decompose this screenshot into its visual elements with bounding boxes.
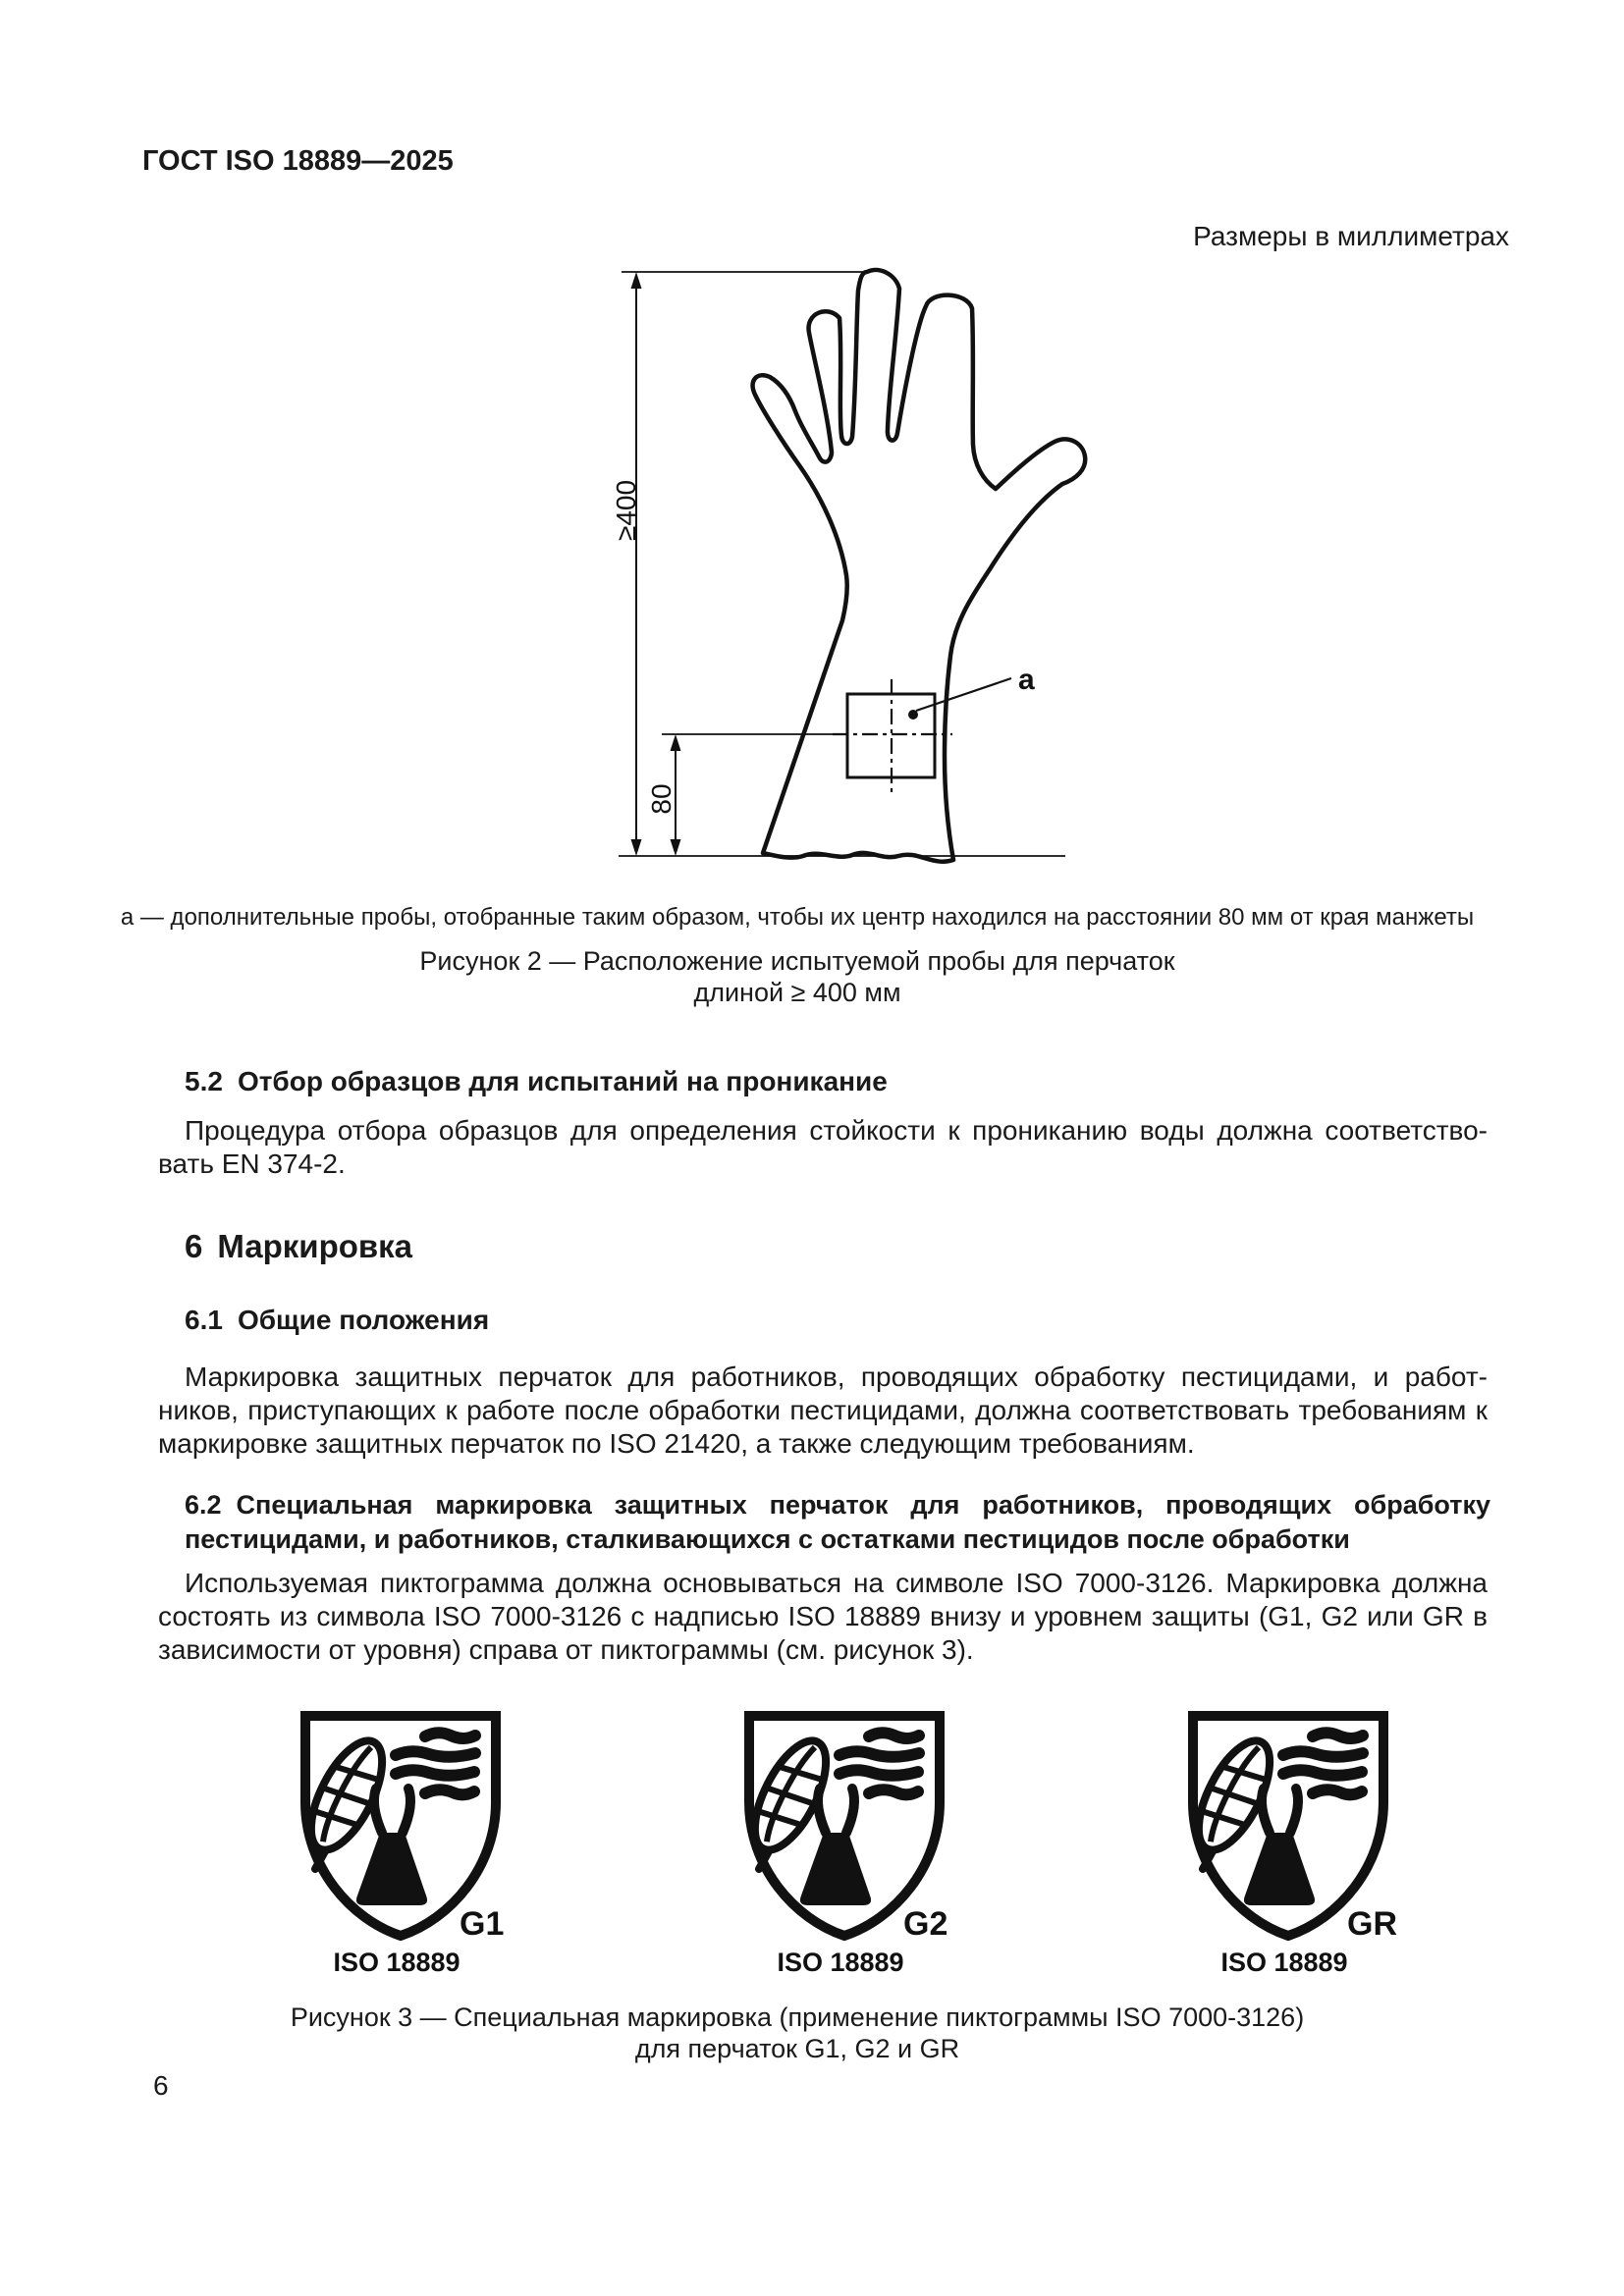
heading-6-2 (185, 1488, 1490, 1557)
paragraph-line: Процедура отбора образцов для определения стойкости к прониканию воды должна соответство- (185, 1115, 1488, 1146)
figure3-caption-line1: Рисунок 3 — Специальная маркировка (применение пиктограммы ISO 7000-3126) (290, 2002, 1305, 2032)
paragraph-line: ников, приступающих к работе после обработки пестицидами, должна соответствовать требованиям к (158, 1395, 1488, 1425)
paragraph-6-1 (158, 1361, 1488, 1461)
figure2-caption-line1: Рисунок 2 — Расположение испытуемой пробы для перчаток (419, 946, 1175, 976)
heading-6-2-number: 6.2 (185, 1490, 222, 1520)
heading-5-2-number: 5.2 (185, 1066, 223, 1096)
heading-6-1-number: 6.1 (185, 1305, 223, 1335)
standard-label: ISO 18889 (333, 1948, 460, 1977)
glove-outline (753, 270, 1086, 862)
heading-5-2-title: Отбор образцов для испытаний на проникание (237, 1066, 888, 1096)
protection-level-label: G2 (903, 1905, 948, 1943)
dimensions-note: Размеры в миллиметрах (1193, 221, 1509, 251)
standard-label: ISO 18889 (1220, 1948, 1348, 1977)
pictogram-g2 (728, 1708, 963, 1983)
dim-400-label: ≥400 (611, 479, 641, 542)
heading-6 (185, 1227, 412, 1266)
paragraph-5-2 (158, 1114, 1488, 1181)
pictogram-g1 (284, 1708, 519, 1983)
protection-level-label: G1 (460, 1905, 505, 1943)
heading-6-2-line2: пестицидами, и работников, сталкивающихся с остатками пестицидов после обработки (185, 1524, 1350, 1554)
standard-label: ISO 18889 (777, 1948, 904, 1977)
dim-80-label: 80 (646, 783, 677, 815)
protection-level-label: GR (1347, 1905, 1397, 1943)
document-title: ГОСТ ISO 18889—2025 (142, 145, 454, 177)
callout-a-label: a (1018, 664, 1035, 696)
dimension-80 (646, 734, 681, 856)
heading-6-1 (185, 1304, 489, 1337)
figure2-glove-drawing (550, 236, 1119, 874)
paragraph-line: состоять из символа ISO 7000-3126 с надписью ISO 18889 внизу и уровнем защиты (G1, G2 или GR в (158, 1601, 1488, 1631)
paragraph-line: маркировке защитных перчаток по ISO 21420, а также следующим требованиям. (158, 1428, 1195, 1459)
figure2-footnote: а — дополнительные пробы, отобранные таким образом, чтобы их центр находился на расстоянии 80 мм от края манжеты (120, 904, 1475, 931)
heading-6-title: Маркировка (217, 1228, 413, 1264)
heading-6-1-title: Общие положения (237, 1305, 490, 1335)
pictogram-gr (1171, 1708, 1407, 1983)
page-number: 6 (153, 2070, 169, 2101)
figure3-caption-line2: для перчаток G1, G2 и GR (634, 2034, 960, 2063)
heading-6-2-line1: 6.2 Специальная маркировка защитных перчаток для работников, проводящих обработку (185, 1490, 1490, 1520)
paragraph-6-2 (158, 1567, 1488, 1667)
heading-6-number: 6 (185, 1228, 203, 1264)
figure2-caption-line2: длиной ≥ 400 мм (693, 978, 901, 1007)
figure2-caption (0, 945, 1595, 1008)
paragraph-line: зависимости от уровня) справа от пиктограммы (см. рисунок 3). (158, 1634, 974, 1665)
figure3-caption (0, 2002, 1595, 2064)
paragraph-line: Используемая пиктограмма должна основываться на символе ISO 7000-3126. Маркировка должна (185, 1568, 1488, 1598)
dimension-400 (611, 272, 642, 856)
sample-square (847, 694, 935, 777)
paragraph-line: Маркировка защитных перчаток для работников, проводящих обработку пестицидами, и работ- (185, 1362, 1488, 1392)
heading-5-2 (185, 1065, 888, 1098)
paragraph-line: вать EN 374-2. (158, 1148, 346, 1179)
